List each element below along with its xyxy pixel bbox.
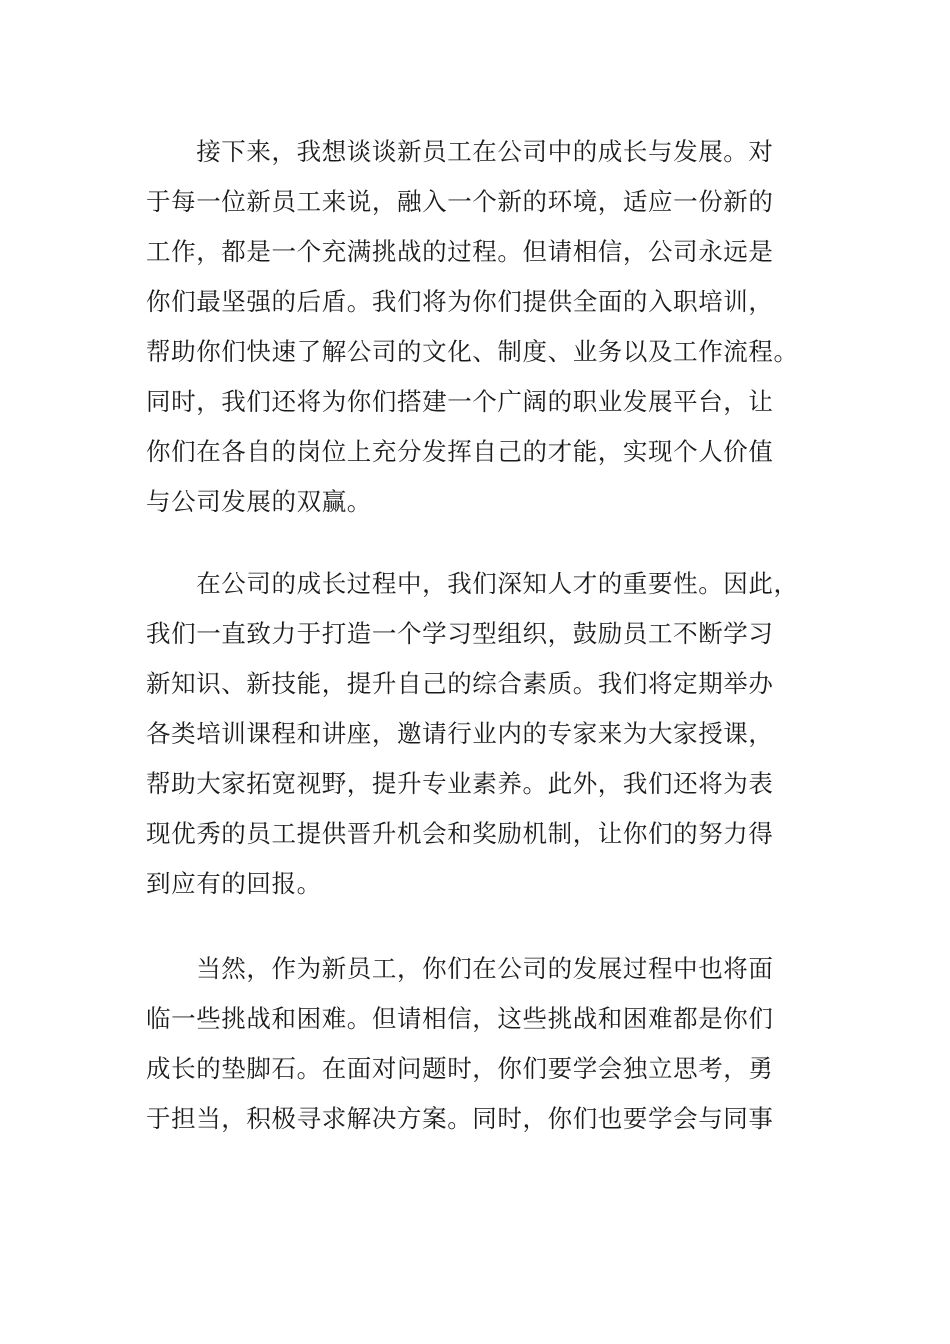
text-line: 你们在各自的岗位上充分发挥自己的才能，实现个人价值	[146, 437, 774, 466]
text-line: 我们一直致力于打造一个学习型组织，鼓励员工不断学习	[146, 619, 774, 648]
text-line: 在公司的成长过程中，我们深知人才的重要性。因此，	[146, 569, 799, 598]
text-line: 成长的垫脚石。在面对问题时，你们要学会独立思考，勇	[146, 1054, 774, 1083]
text-line: 当然，作为新员工，你们在公司的发展过程中也将面	[146, 954, 774, 983]
paragraph-2	[146, 559, 806, 909]
text-line: 你们最坚强的后盾。我们将为你们提供全面的入职培训，	[146, 287, 774, 316]
paragraph-3	[146, 944, 806, 1144]
text-line: 工作，都是一个充满挑战的过程。但请相信，公司永远是	[146, 237, 774, 266]
text-line: 新知识、新技能，提升自己的综合素质。我们将定期举办	[146, 669, 774, 698]
text-line: 各类培训课程和讲座，邀请行业内的专家来为大家授课，	[146, 719, 774, 748]
text-line: 现优秀的员工提供晋升机会和奖励机制，让你们的努力得	[146, 819, 774, 848]
text-line: 与公司发展的双赢。	[146, 487, 372, 516]
text-line: 接下来，我想谈谈新员工在公司中的成长与发展。对	[146, 137, 774, 166]
text-line: 临一些挑战和困难。但请相信，这些挑战和困难都是你们	[146, 1004, 774, 1033]
text-line: 帮助大家拓宽视野，提升专业素养。此外，我们还将为表	[146, 769, 774, 798]
text-line: 于每一位新员工来说，融入一个新的环境，适应一份新的	[146, 187, 774, 216]
text-line: 到应有的回报。	[146, 869, 322, 898]
text-line: 于担当，积极寻求解决方案。同时，你们也要学会与同事	[146, 1104, 774, 1133]
text-line: 同时，我们还将为你们搭建一个广阔的职业发展平台，让	[146, 387, 774, 416]
paragraph-1	[146, 127, 806, 527]
text-line: 帮助你们快速了解公司的文化、制度、业务以及工作流程。	[146, 337, 799, 366]
